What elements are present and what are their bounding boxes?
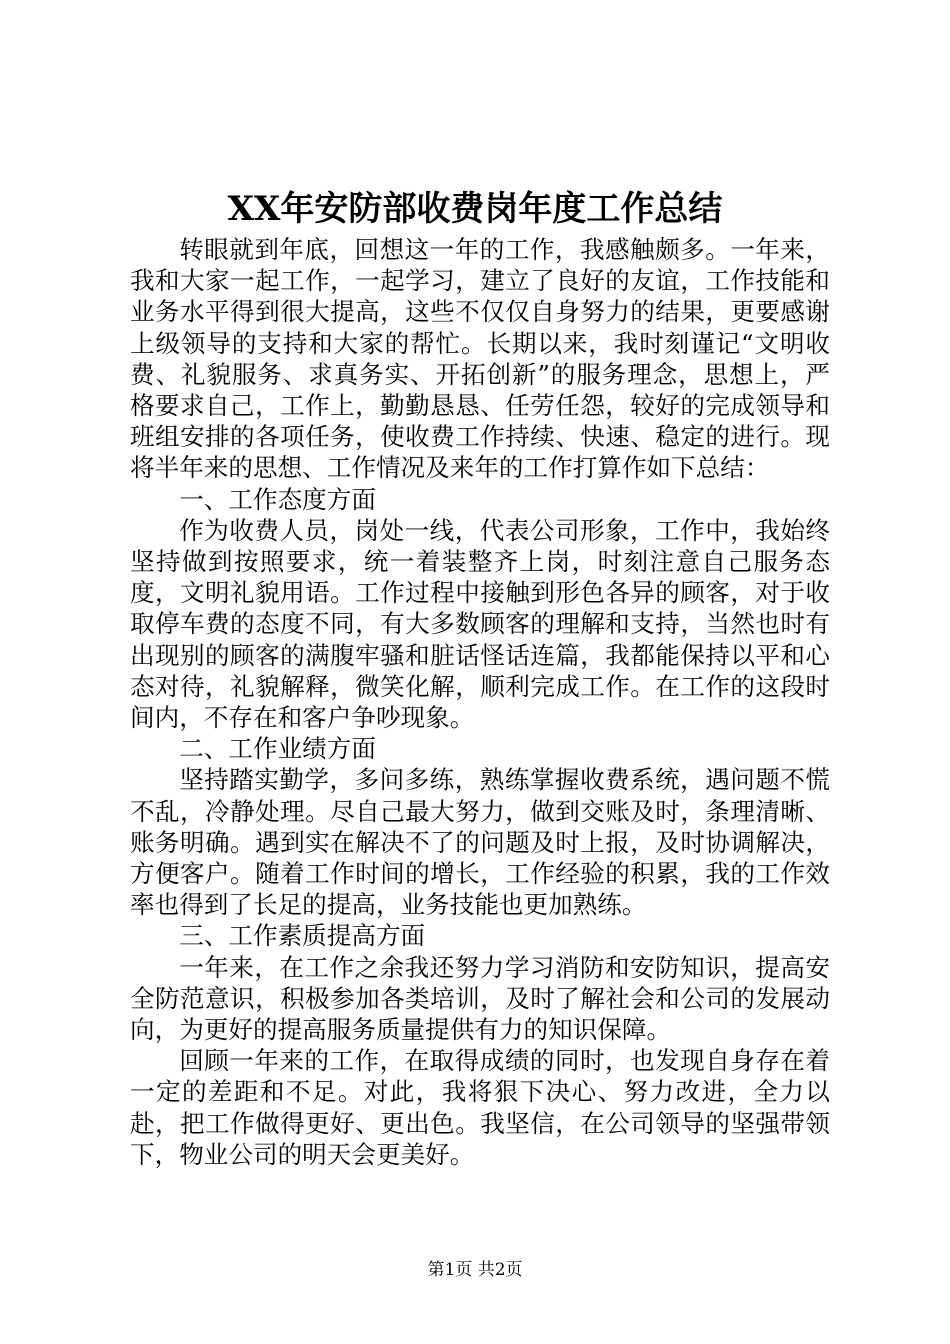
section-heading-quality: 三、工作素质提高方面	[179, 921, 426, 951]
section-heading-attitude: 一、工作态度方面	[179, 484, 376, 514]
page-footer: 第1页 共2页	[427, 1260, 523, 1280]
paragraph-attitude: 作为收费人员，岗处一线，代表公司形象，工作中，我始终坚持做到按照要求，统一着装整齐上岗，时刻注意自己服务态度，文明礼貌用语。工作过程中接触到形色各异的顾客，对于收取停车费的态度不同，有大多数顾客的理解和支持，当然也时有出现别的顾客的满腹牢骚和脏话怪话连篇，我都能保持以平和心态对待，礼貌解释，微笑化解，顺利完成工作。在工作的这段时间内，不存在和客户争吵现象。	[130, 515, 830, 733]
document-body	[130, 234, 830, 1170]
document-title: XX年安防部收费岗年度工作总结	[227, 189, 723, 229]
section-heading-performance: 二、工作业绩方面	[179, 734, 376, 764]
paragraph-intro: 转眼就到年底，回想这一年的工作，我感触颇多。一年来，我和大家一起工作，一起学习，建立了良好的友谊，工作技能和业务水平得到很大提高，这些不仅仅自身努力的结果，更要感谢上级领导的支持和大家的帮忙。长期以来，我时刻谨记“文明收费、礼貌服务、求真务实、开拓创新”的服务理念，思想上，严格要求自己，工作上，勤勤恳恳、任劳任怨，较好的完成领导和班组安排的各项任务，使收费工作持续、快速、稳定的进行。现将半年来的思想、工作情况及来年的工作打算作如下总结：	[130, 235, 830, 483]
paragraph-conclusion: 回顾一年来的工作，在取得成绩的同时，也发现自身存在着一定的差距和不足。对此，我将狠下决心、努力改进，全力以赴，把工作做得更好、更出色。我坚信，在公司领导的坚强带领下，物业公司的明天会更美好。	[130, 1046, 830, 1169]
paragraph-quality: 一年来，在工作之余我还努力学习消防和安防知识，提高安全防范意识，积极参加各类培训，及时了解社会和公司的发展动向，为更好的提高服务质量提供有力的知识保障。	[130, 952, 830, 1045]
paragraph-performance: 坚持踏实勤学，多问多练，熟练掌握收费系统，遇问题不慌不乱，冷静处理。尽自己最大努力，做到交账及时，条理清晰、账务明确。遇到实在解决不了的问题及时上报，及时协调解决，方便客户。随着工作时间的增长，工作经验的积累，我的工作效率也得到了长足的提高，业务技能也更加熟练。	[130, 765, 830, 920]
